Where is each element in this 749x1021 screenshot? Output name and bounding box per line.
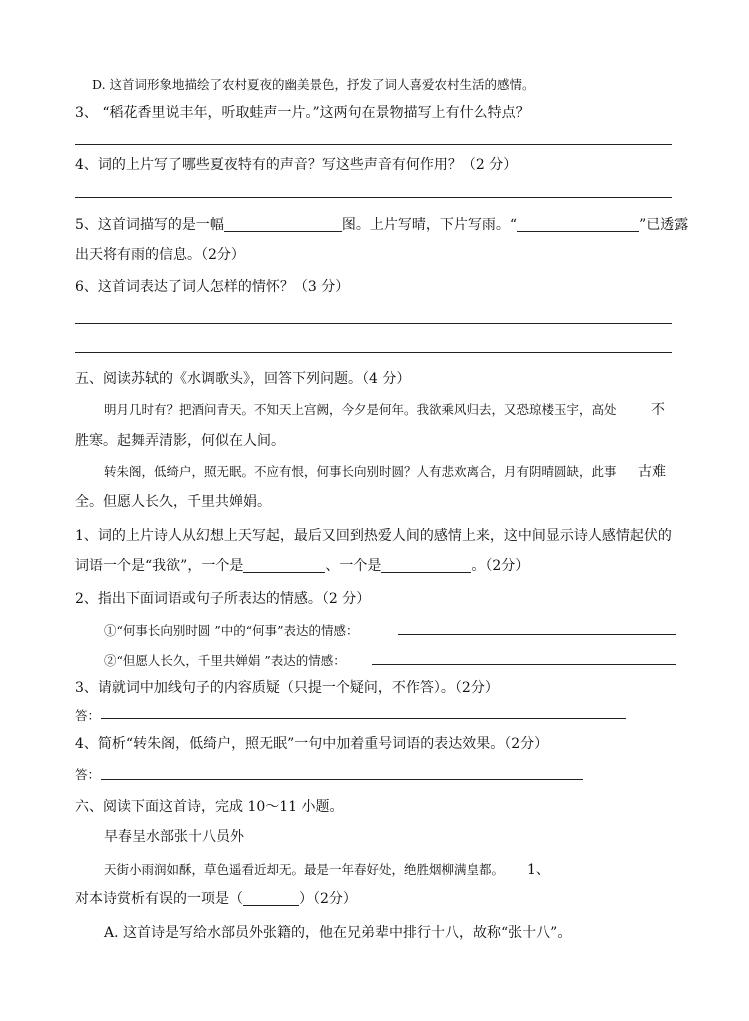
question-5-text-b: 图。上片写晴，下片写雨。“ (341, 217, 518, 233)
poem-line-3: 转朱阁，低绮户，照无眠。不应有恨，何事长向别时圆？人有悲欢离合，月有阴晴圆缺，此事 (104, 464, 617, 479)
section-5-heading: 五、阅读苏轼的《水调歌头》，回答下列问题。（4 分） (75, 371, 411, 387)
option-a: A. 这首诗是写给水部员外张籍的，他在兄弟辈中排行十八，故称“张十八”。 (104, 925, 572, 941)
answer-line-s5-q2-2 (372, 664, 676, 665)
s6-q1-text-a: 对本诗赏析有误的一项是（ (75, 891, 243, 907)
question-5-text-a: 5、这首词描写的是一幅 (75, 217, 224, 233)
s6-question-1-num: 1、 (527, 862, 550, 878)
poem-line-1: 明月几时有？把酒问青天。不知天上宫阙，今夕是何年。我欲乘风归去，又恐琼楼玉宇，高处 (104, 402, 617, 417)
question-3: 3、 “稻花香里说丰年，听取蛙声一片。”这两句在景物描写上有什么特点？ (75, 105, 530, 121)
poem-line-1-end: 不 (651, 402, 665, 418)
blank-choice[interactable] (243, 891, 299, 906)
s5-question-4: 4、简析“转朱阁，低绮户，照无眠”一句中加着重号词语的表达效果。（2分） (75, 736, 549, 752)
answer-line-s5-q3 (101, 718, 626, 719)
answer-line-s5-q4 (101, 779, 583, 780)
poem-text: 天街小雨润如酥，草色遥看近却无。最是一年春好处，绝胜烟柳满皇都。 (104, 862, 505, 877)
blank-word-1[interactable] (243, 558, 325, 573)
s5-q1-text-b: 、一个是 (325, 558, 382, 574)
s5-q3-answer-label: 答： (75, 708, 101, 723)
s5-question-3: 3、请就词中加线句子的内容质疑（只提一个疑问，不作答）。（2分） (75, 680, 499, 696)
s5-question-2: 2、指出下面词语或句子所表达的情感。（2 分） (75, 591, 371, 607)
answer-line-s5-q2-1 (398, 634, 676, 635)
s5-q1-text-a: 词语一个是“我欲”，一个是 (75, 558, 244, 574)
blank-quote[interactable] (517, 217, 639, 232)
answer-line-q4 (75, 197, 672, 198)
s5-q1-text-c: 。（2分） (471, 558, 530, 574)
s6-question-1 (75, 890, 357, 908)
question-6: 6、这首词表达了词人怎样的情怀？（3 分） (75, 279, 350, 295)
poem-line-3-end: 古难 (638, 464, 666, 480)
answer-line-q6-2 (75, 352, 672, 353)
s5-question-1-line2 (75, 557, 529, 575)
poem-line-2: 胜寒。起舞弄清影，何似在人间。 (75, 433, 285, 449)
answer-line-q6-1 (75, 323, 672, 324)
s5-q2-item-2: ②“但愿人长久，千里共婵娟 ”表达的情感： (104, 653, 346, 668)
question-5-line1 (75, 216, 688, 234)
poem-line-4: 全。但愿人长久，千里共婵娟。 (75, 494, 271, 510)
option-d: D. 这首词形象地描绘了农村夏夜的幽美景色，抒发了词人喜爱农村生活的感情。 (92, 77, 535, 92)
blank-word-2[interactable] (381, 558, 471, 573)
blank-scene[interactable] (224, 217, 342, 232)
s5-question-1-line1: 1、词的上片诗人从幻想上天写起，最后又回到热爱人间的感情上来，这中间显示诗人感情起伏的 (75, 528, 672, 544)
question-5-text-c: ”已透露 (639, 217, 689, 233)
poem-title: 早春呈水部张十八员外 (104, 829, 244, 845)
section-6-heading: 六、阅读下面这首诗，完成 10～11 小题。 (75, 799, 344, 815)
s5-q4-answer-label: 答： (75, 767, 101, 782)
s5-q2-item-1: ①“何事长向别时圆 ”中的“何事”表达的情感： (104, 623, 359, 638)
question-5-line2: 出天将有雨的信息。（2分） (75, 247, 245, 263)
answer-line-q3 (75, 144, 672, 145)
s6-q1-text-b: ）（2分） (299, 891, 357, 907)
question-4: 4、词的上片写了哪些夏夜特有的声音？写这些声音有何作用？（2 分） (75, 157, 518, 173)
